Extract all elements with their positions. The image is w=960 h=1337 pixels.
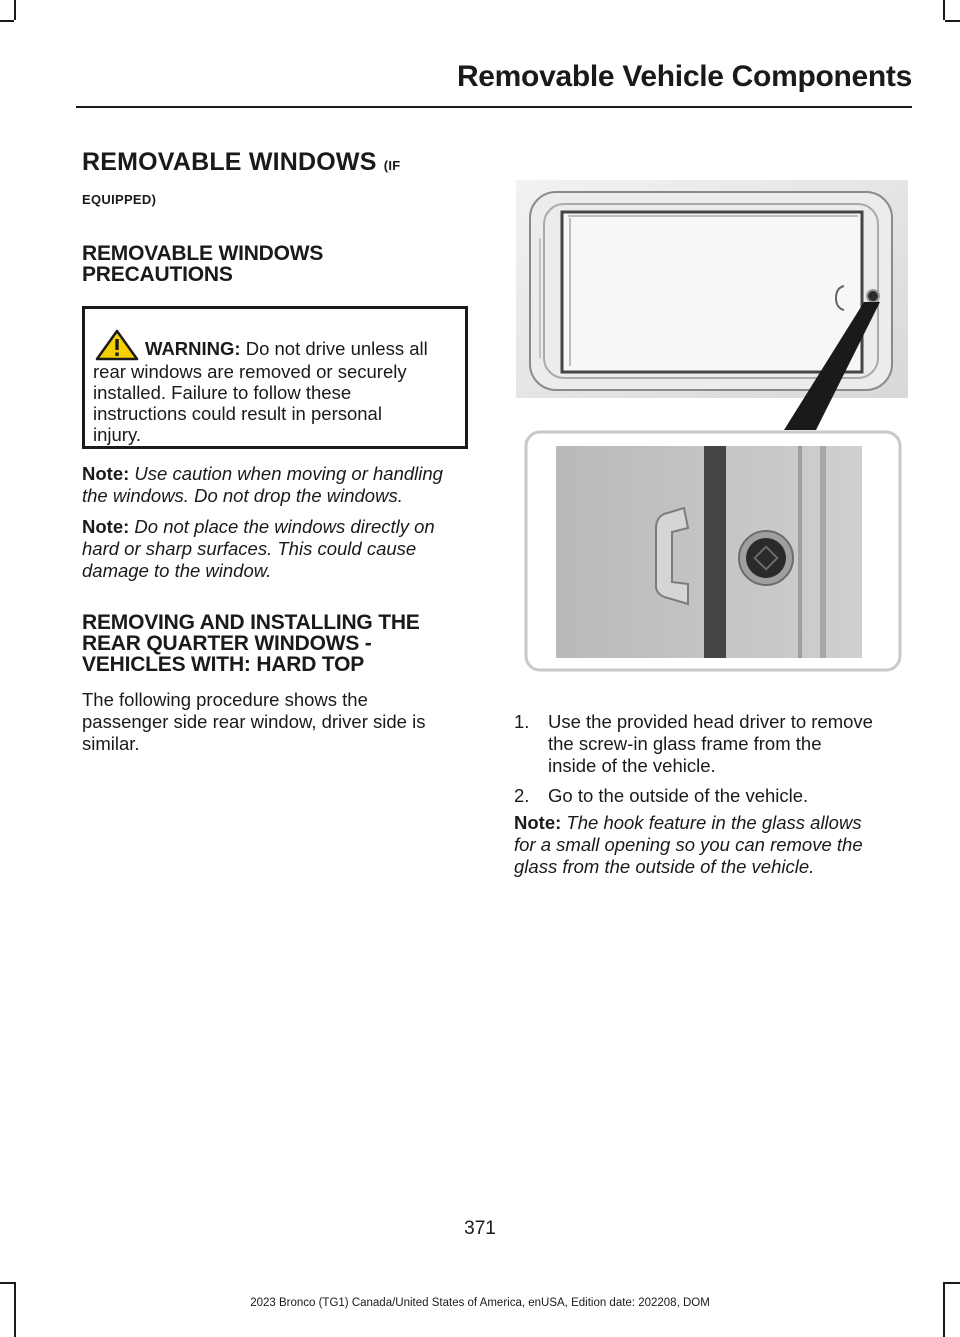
window-screw-illustration	[512, 178, 908, 678]
warning-text: rear windows are removed or securely	[93, 361, 407, 382]
warning-label: WARNING:	[145, 338, 241, 359]
list-item: 1. Use the provided head driver to remove the screw-in glass frame from the inside of the vehicle.	[514, 711, 873, 776]
zoomed-screw-detail	[526, 432, 900, 670]
warning-triangle-icon	[95, 329, 145, 361]
crop-mark	[0, 20, 14, 22]
crop-mark	[14, 1282, 16, 1337]
crop-mark	[14, 0, 16, 20]
page-number: 371	[464, 1218, 496, 1239]
header-divider	[76, 106, 912, 108]
section-title: REMOVABLE WINDOWS (IF	[82, 148, 401, 176]
precautions-heading: REMOVABLE WINDOWS PRECAUTIONS	[82, 242, 324, 286]
note-surfaces: Note: Do not place the windows directly on hard or sharp surfaces. This could cause damage to the window.	[82, 516, 435, 581]
procedure-steps	[514, 711, 914, 815]
note-hook-feature: Note: The hook feature in the glass allows for a small opening so you can remove the glass from the outside of the vehicle.	[514, 812, 863, 877]
footer-edition: 2023 Bronco (TG1) Canada/United States of America, enUSA, Edition date: 202208, DOM	[250, 1297, 710, 1309]
crop-mark	[943, 1282, 945, 1337]
crop-mark	[943, 0, 945, 20]
procedure-intro: The following procedure shows the passenger side rear window, driver side is similar.	[82, 689, 426, 754]
section-title-suffix: EQUIPPED)	[82, 192, 157, 207]
warning-text: Do not drive unless all	[240, 338, 428, 359]
note-handling: Note: Use caution when moving or handling the windows. Do not drop the windows.	[82, 463, 443, 506]
crop-mark	[945, 20, 960, 22]
crop-mark	[945, 1282, 960, 1284]
procedure-heading: REMOVING AND INSTALLING THE REAR QUARTER WINDOWS - VEHICLES WITH: HARD TOP	[82, 611, 420, 676]
list-item: 2. Go to the outside of the vehicle.	[514, 785, 809, 806]
crop-mark	[0, 1282, 14, 1284]
warning-text: instructions could result in personal	[93, 403, 382, 424]
warning-box	[82, 306, 468, 449]
page-header: Removable Vehicle Components	[456, 60, 912, 93]
warning-text: injury.	[93, 424, 141, 445]
window-frame-view	[516, 180, 908, 398]
warning-text: installed. Failure to follow these	[93, 382, 352, 403]
